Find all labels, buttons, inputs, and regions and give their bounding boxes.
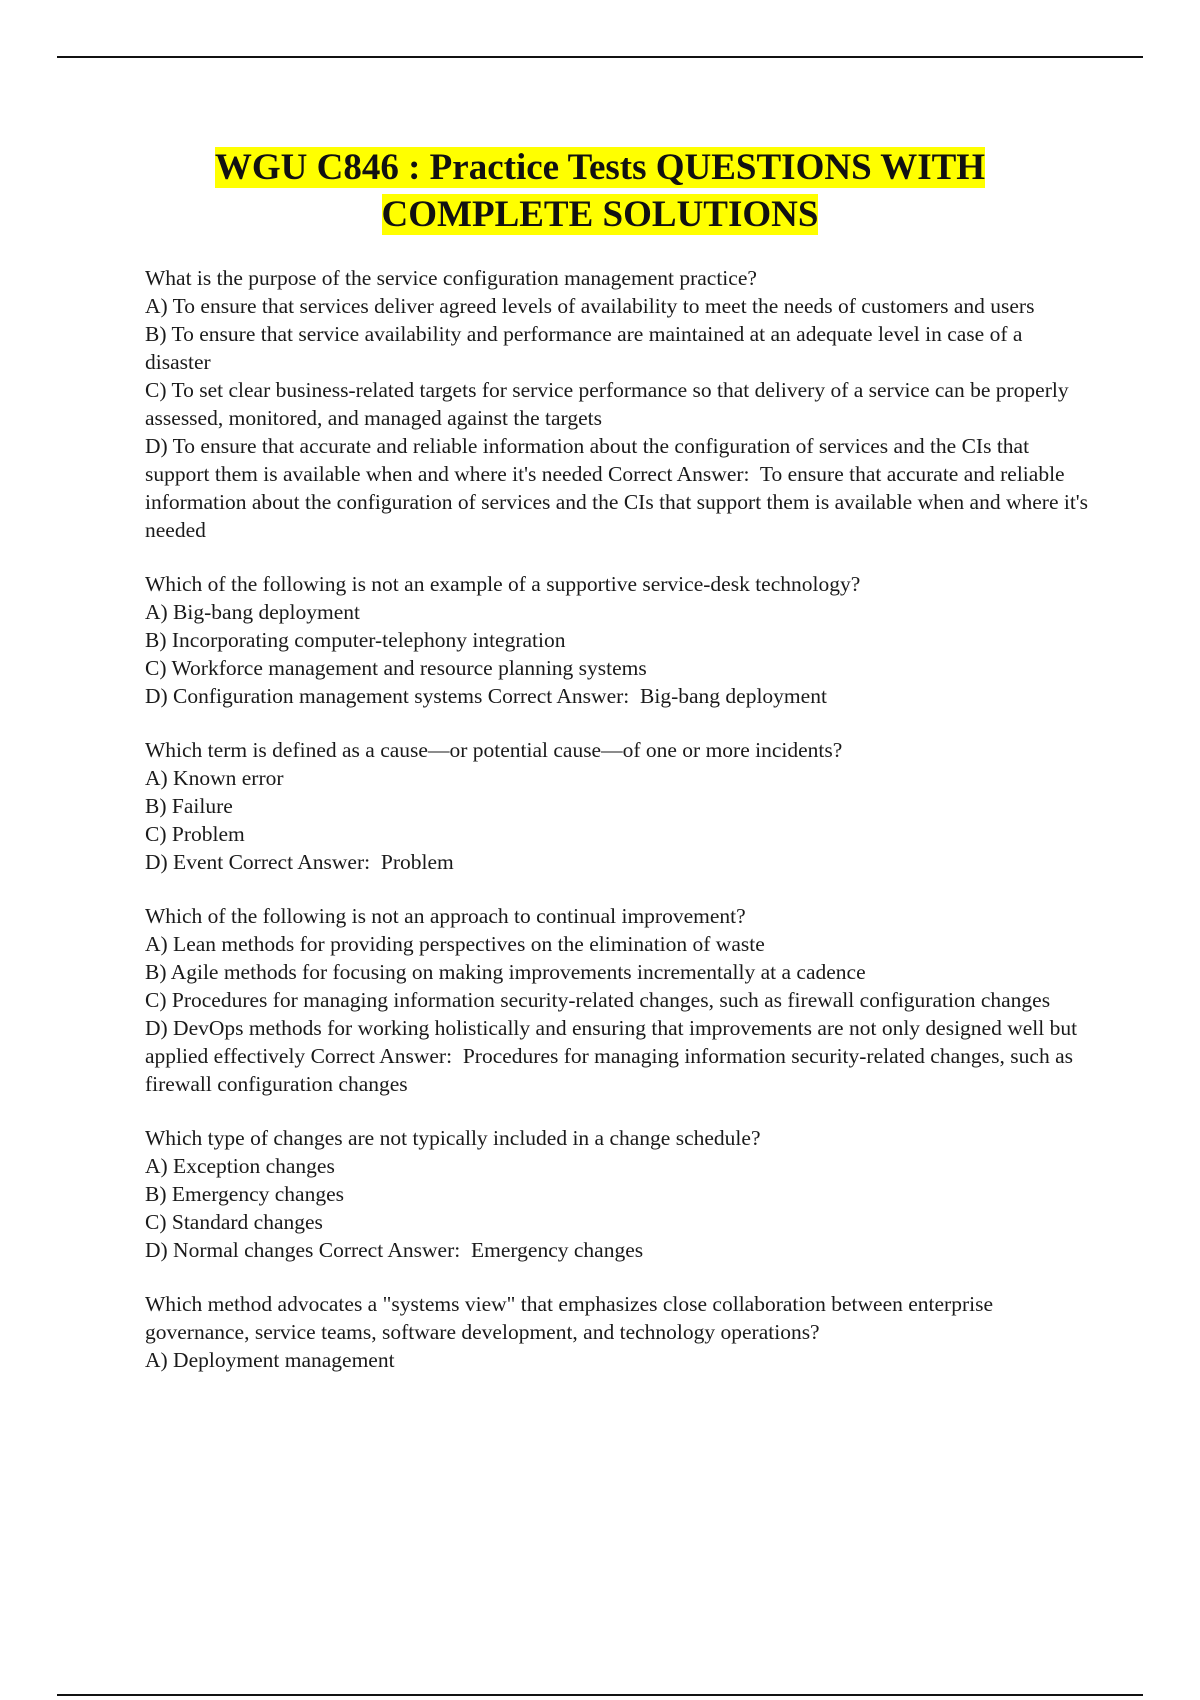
question-text: Which term is defined as a cause—or potential cause—of one or more incidents? — [145, 738, 843, 762]
correct-answer: Big-bang deployment — [640, 684, 827, 708]
question-text: Which method advocates a "systems view" that emphasizes close collaboration between enterprise governance, service teams, software development, and technology operations? — [145, 1292, 994, 1344]
question-text: Which of the following is not an example of a supportive service-desk technology? — [145, 572, 861, 596]
top-rule — [57, 56, 1143, 58]
question-block — [145, 264, 1090, 544]
option-d-with-answer — [145, 848, 1090, 876]
option-d-with-answer — [145, 682, 1090, 710]
correct-answer-label: Correct Answer: — [313, 1238, 471, 1262]
title-line-1: WGU C846 : Practice Tests QUESTIONS WITH — [214, 147, 986, 188]
correct-answer-label: Correct Answer: — [482, 684, 641, 708]
option-a: A) Lean methods for providing perspectives on the elimination of waste — [145, 932, 765, 956]
question-list — [145, 264, 1090, 1400]
option-b: B) To ensure that service availability and performance are maintained at an adequate level in case of a disaster — [145, 322, 1023, 374]
option-b: B) Incorporating computer-telephony integration — [145, 628, 566, 652]
correct-answer: Problem — [380, 850, 454, 874]
correct-answer: To ensure that accurate and reliable information about the configuration of services and the CIs that support them is available when and where it's needed — [145, 462, 1089, 542]
question-block — [145, 1290, 1090, 1374]
option-c: C) Problem — [145, 822, 245, 846]
question-block — [145, 902, 1090, 1098]
option-d-with-answer — [145, 1236, 1090, 1264]
document-title — [100, 144, 1100, 238]
question-block — [145, 1124, 1090, 1264]
option-d: D) To ensure that accurate and reliable information about the configuration of services and the CIs that support them is available when and where it's needed — [145, 434, 1030, 486]
correct-answer-label: Correct Answer: — [305, 1044, 463, 1068]
question-block — [145, 570, 1090, 710]
option-b: B) Failure — [145, 794, 233, 818]
option-a: A) Exception changes — [145, 1154, 335, 1178]
option-a: A) To ensure that services deliver agreed levels of availability to meet the needs of customers and users — [145, 294, 1035, 318]
bottom-rule — [57, 1694, 1143, 1696]
option-a: A) Known error — [145, 766, 284, 790]
option-a: A) Big-bang deployment — [145, 600, 360, 624]
option-d-with-answer — [145, 1014, 1090, 1098]
question-block — [145, 736, 1090, 876]
option-d: D) Event — [145, 850, 224, 874]
option-c: C) Workforce management and resource planning systems — [145, 656, 647, 680]
option-b: B) Agile methods for focusing on making improvements incrementally at a cadence — [145, 960, 866, 984]
question-text: Which type of changes are not typically included in a change schedule? — [145, 1126, 761, 1150]
option-c: C) To set clear business-related targets for service performance so that delivery of a service can be properly assessed, monitored, and managed against the targets — [145, 378, 1069, 430]
correct-answer-label: Correct Answer: — [223, 850, 381, 874]
option-a: A) Deployment management — [145, 1348, 395, 1372]
question-text: What is the purpose of the service configuration management practice? — [145, 266, 757, 290]
option-d: D) Configuration management systems — [145, 684, 483, 708]
option-c: C) Standard changes — [145, 1210, 323, 1234]
correct-answer: Procedures for managing information security-related changes, such as firewall configuration changes — [145, 1044, 1073, 1096]
option-b: B) Emergency changes — [145, 1182, 345, 1206]
option-d: D) Normal changes — [145, 1238, 314, 1262]
correct-answer: Emergency changes — [471, 1238, 644, 1262]
correct-answer-label: Correct Answer: — [602, 462, 760, 486]
question-text: Which of the following is not an approach to continual improvement? — [145, 904, 746, 928]
title-line-2: COMPLETE SOLUTIONS — [381, 194, 819, 235]
option-d: D) DevOps methods for working holistically and ensuring that improvements are not only designed well but applied effectively — [145, 1016, 1078, 1068]
option-d-with-answer — [145, 432, 1090, 544]
option-c: C) Procedures for managing information security-related changes, such as firewall configuration changes — [145, 988, 1051, 1012]
